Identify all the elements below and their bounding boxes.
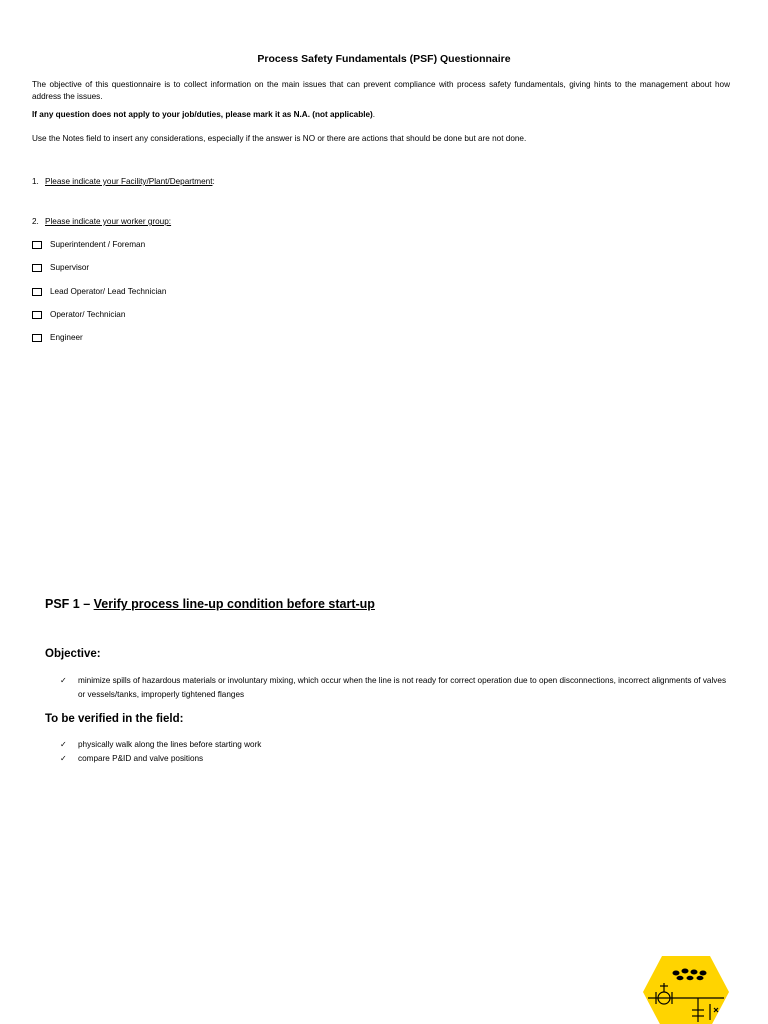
option-lead-operator[interactable] — [32, 286, 166, 298]
na-instruction-text: If any question does not apply to your job/duties, please mark it as N.A. (not applicable) — [32, 110, 373, 119]
logo-hexagon — [643, 956, 729, 1024]
objective-label: Objective: — [45, 648, 101, 660]
field-verification-label: To be verified in the field: — [45, 713, 184, 725]
check-mark-icon: ✓ — [60, 676, 67, 685]
list-item — [60, 674, 732, 702]
psf1-heading — [45, 597, 375, 611]
option-superintendent[interactable] — [32, 239, 145, 251]
option-label: Lead Operator/ Lead Technician — [50, 287, 167, 296]
option-label: Superintendent / Foreman — [50, 240, 146, 249]
question-facility — [32, 176, 215, 188]
option-operator[interactable] — [32, 309, 125, 321]
empty-checkbox-icon[interactable] — [32, 334, 42, 342]
option-engineer[interactable] — [32, 332, 83, 344]
question-text: Please indicate your Facility/Plant/Department — [45, 177, 213, 186]
notes-instruction: Use the Notes field to insert any considerations, especially if the answer is NO or there are actions that should be done but are not done. — [32, 134, 527, 143]
na-instruction — [32, 109, 730, 121]
question-number: 1. — [32, 177, 39, 186]
list-item — [60, 752, 732, 766]
psf1-title: Verify process line-up condition before start-up — [93, 597, 375, 611]
na-instruction-end: . — [372, 110, 376, 119]
question-worker-group — [32, 216, 171, 228]
option-label: Supervisor — [50, 263, 90, 272]
list-item-text: minimize spills of hazardous materials or involuntary mixing, which occur when the line is not ready for correct operation due to open disconnections, incorrect alignments of valves or vessels/tanks, improperly tightened flanges — [78, 676, 727, 699]
list-item — [60, 738, 732, 752]
check-mark-icon: ✓ — [60, 754, 67, 763]
process-safety-hexagon-logo — [640, 952, 732, 1024]
empty-checkbox-icon[interactable] — [32, 288, 42, 296]
document-title: Process Safety Fundamentals (PSF) Questionnaire — [257, 53, 511, 65]
option-label: Operator/ Technician — [50, 310, 126, 319]
psf1-prefix: PSF 1 – — [45, 597, 94, 611]
empty-checkbox-icon[interactable] — [32, 264, 42, 272]
question-text: Please indicate your worker group: — [45, 217, 172, 226]
question-number: 2. — [32, 217, 39, 226]
list-item-text: physically walk along the lines before starting work — [78, 740, 262, 749]
check-mark-icon: ✓ — [60, 740, 67, 749]
list-item-text: compare P&ID and valve positions — [78, 754, 204, 763]
empty-checkbox-icon[interactable] — [32, 241, 42, 249]
objective-list — [60, 674, 732, 702]
option-label: Engineer — [50, 333, 83, 342]
empty-checkbox-icon[interactable] — [32, 311, 42, 319]
option-supervisor[interactable] — [32, 262, 89, 274]
question-suffix: : — [212, 177, 215, 186]
intro-paragraph: The objective of this questionnaire is to collect information on the main issues that can prevent compliance with process safety fundamentals, giving hints to the management about how address the issues. — [32, 80, 730, 101]
field-verification-list — [60, 738, 732, 766]
